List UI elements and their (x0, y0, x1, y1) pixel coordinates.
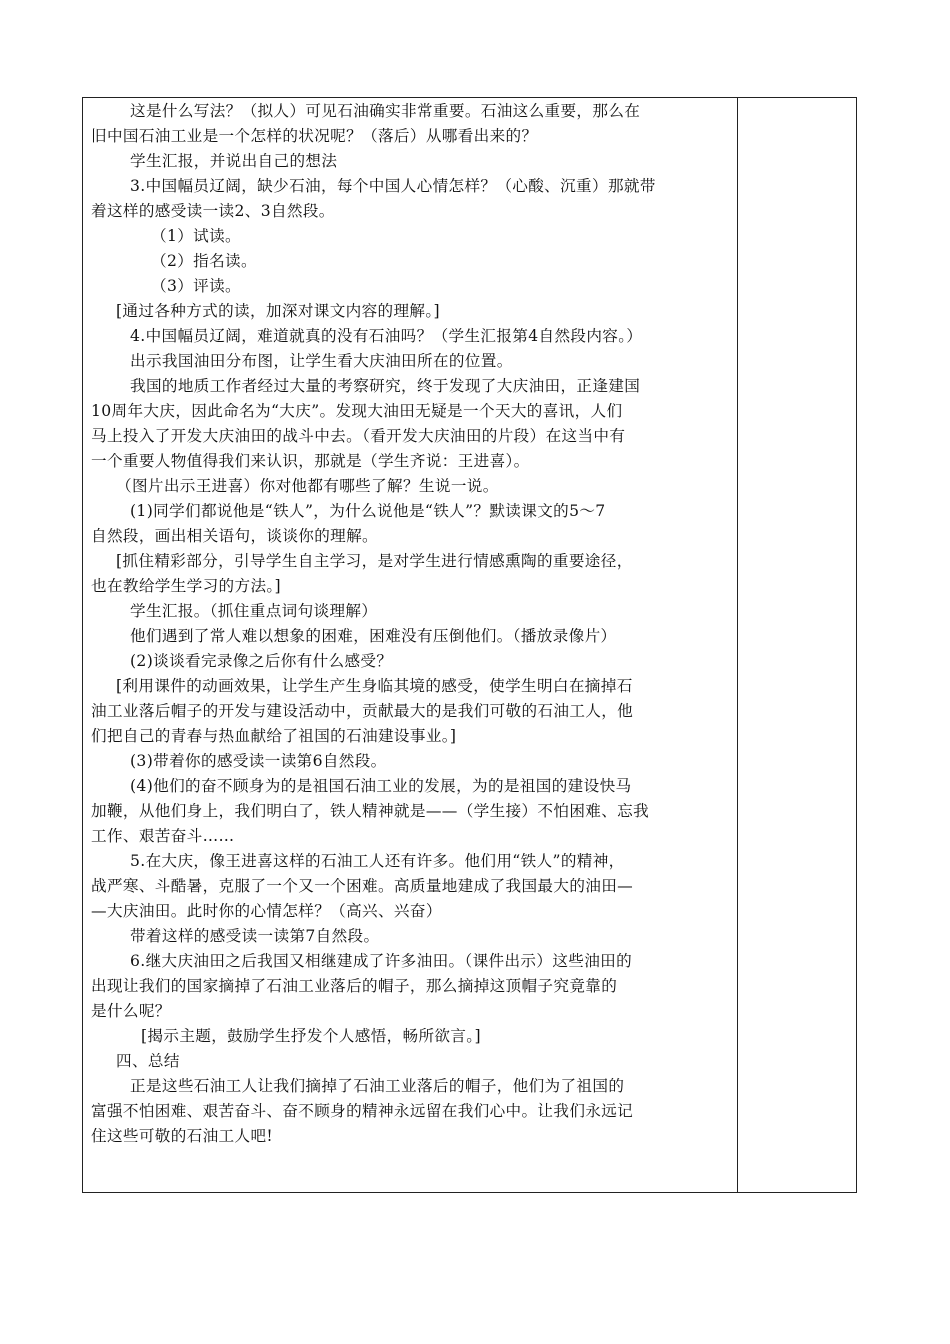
text-line: 战严寒、斗酷暑，克服了一个又一个困难。高质量地建成了我国最大的油田— (91, 877, 634, 895)
text-line: （1）试读。 (151, 227, 241, 245)
text-line: 加鞭，从他们身上，我们明白了，铁人精神就是——（学生接）不怕困难、忘我 (91, 802, 650, 820)
text-line: 住这些可敬的石油工人吧! (91, 1127, 273, 1145)
text-line: 6.继大庆油田之后我国又相继建成了许多油田。（课件出示）这些油田的 (130, 952, 633, 970)
text-line: [利用课件的动画效果，让学生产生身临其境的感受，使学生明白在摘掉石 (116, 677, 633, 695)
text-line: (2)谈谈看完录像之后你有什么感受？ (130, 652, 393, 670)
notes-cell (738, 98, 856, 1192)
section-heading: 四、总结 (116, 1052, 180, 1070)
text-line: 是什么呢？ (91, 1002, 171, 1020)
text-line: 工作、艰苦奋斗…… (91, 827, 235, 845)
text-line: 着这样的感受读一读2、3自然段。 (91, 202, 335, 220)
text-line: 正是这些石油工人让我们摘掉了石油工业落后的帽子，他们为了祖国的 (130, 1077, 625, 1095)
text-line: 我国的地质工作者经过大量的考察研究，终于发现了大庆油田，正逢建国 (130, 377, 641, 395)
text-line: 5.在大庆，像王进喜这样的石油工人还有许多。他们用“铁人”的精神， (130, 852, 625, 870)
text-line: 学生汇报，并说出自己的想法 (130, 152, 338, 170)
text-line: 油工业落后帽子的开发与建设活动中，贡献最大的是我们可敬的石油工人，他 (91, 702, 634, 720)
text-line: 自然段，画出相关语句，谈谈你的理解。 (91, 527, 378, 545)
text-line: 旧中国石油工业是一个怎样的状况呢？（落后）从哪看出来的？ (91, 127, 538, 145)
text-line: 10周年大庆，因此命名为“大庆”。发现大油田无疑是一个天大的喜讯，人们 (91, 402, 623, 420)
text-line: 学生汇报。（抓住重点词句谈理解） (130, 602, 378, 620)
lesson-content-cell (83, 98, 737, 1192)
text-line: [抓住精彩部分，引导学生自主学习，是对学生进行情感熏陶的重要途径， (116, 552, 633, 570)
text-line: 马上投入了开发大庆油田的战斗中去。（看开发大庆油田的片段）在这当中有 (91, 427, 626, 445)
text-line: 也在教给学生学习的方法。] (91, 577, 281, 595)
text-line: 们把自己的青春与热血献给了祖国的石油建设事业。] (91, 727, 457, 745)
text-line: (4)他们的奋不顾身为的是祖国石油工业的发展，为的是祖国的建设快马 (130, 777, 632, 795)
text-line: 出示我国油田分布图，让学生看大庆油田所在的位置。 (130, 352, 513, 370)
text-line: [揭示主题，鼓励学生抒发个人感悟，畅所欲言。] (141, 1027, 481, 1045)
text-line: (3)带着你的感受读一读第6自然段。 (130, 752, 387, 770)
text-line: 出现让我们的国家摘掉了石油工业落后的帽子，那么摘掉这顶帽子究竟靠的 (91, 977, 618, 995)
text-line: 带着这样的感受读一读第7自然段。 (130, 927, 380, 945)
text-line: [通过各种方式的读，加深对课文内容的理解。] (116, 302, 440, 320)
text-line: （2）指名读。 (151, 252, 257, 270)
text-line: （3）评读。 (151, 277, 241, 295)
text-line: —大庆油田。此时你的心情怎样？（高兴、兴奋） (91, 902, 442, 920)
text-line: 这是什么写法？（拟人）可见石油确实非常重要。石油这么重要，那么在 (130, 102, 641, 120)
lesson-plan-table (82, 97, 857, 1193)
text-line: 4.中国幅员辽阔，难道就真的没有石油吗？（学生汇报第4自然段内容。） (130, 327, 643, 345)
text-line: 一个重要人物值得我们来认识，那就是（学生齐说：王进喜）。 (91, 452, 530, 470)
text-line: 他们遇到了常人难以想象的困难，困难没有压倒他们。（播放录像片） (130, 627, 617, 645)
text-line: 富强不怕困难、艰苦奋斗、奋不顾身的精神永远留在我们心中。让我们永远记 (91, 1102, 634, 1120)
text-line: (1)同学们都说他是“铁人”，为什么说他是“铁人”？默读课文的5～7 (130, 502, 606, 520)
text-line: （图片出示王进喜）你对他都有哪些了解？生说一说。 (116, 477, 499, 495)
text-line: 3.中国幅员辽阔，缺少石油，每个中国人心情怎样？（心酸、沉重）那就带 (130, 177, 656, 195)
